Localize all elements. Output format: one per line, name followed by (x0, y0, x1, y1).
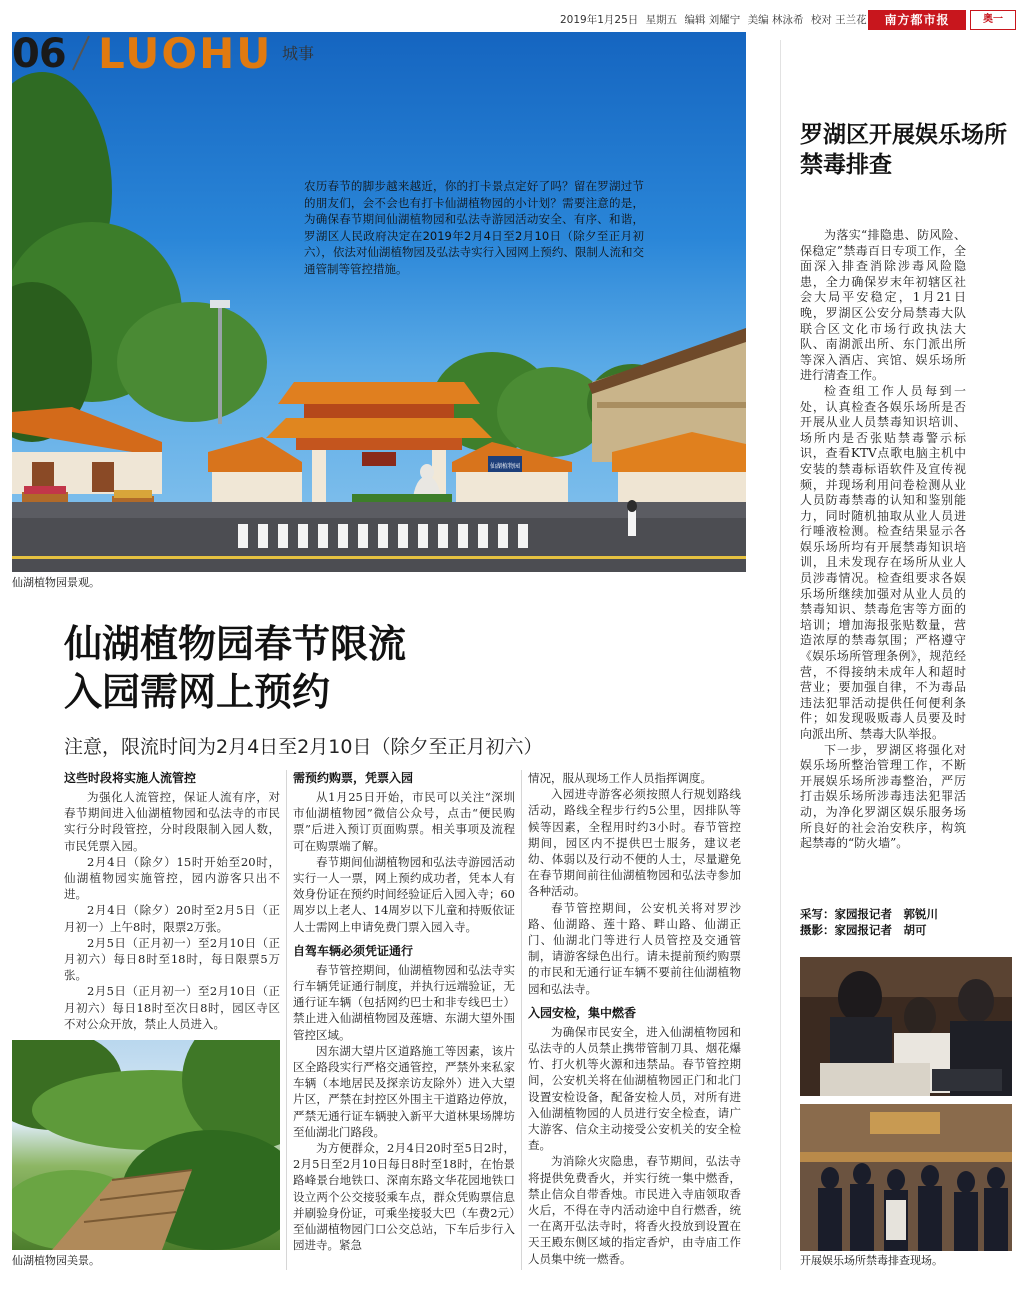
headline-line-1: 仙湖植物园春节限流 (64, 622, 407, 666)
section-heading: 入园安检，集中燃香 (528, 1005, 637, 1020)
article-paragraph: 春节期间仙湖植物园和弘法寺游园活动实行一人一票，网上预约成功者，凭本人有效身份证在预约时间经验证后入园入寺；60周岁以上老人、14周岁以下儿童和持贩依证人士需网上申请免费门票入园入寺。 (293, 854, 515, 934)
inspection-photo-2 (800, 1104, 1012, 1251)
hero-photo-illustration (12, 29, 746, 572)
inspection-photo-1-illustration (800, 957, 1012, 1096)
garden-photo-caption: 仙湖植物园美景。 (12, 1254, 100, 1267)
issue-weekday: 星期五 (645, 14, 678, 26)
section-subtitle: 城事 (282, 44, 315, 63)
article-column-2 (293, 770, 515, 1253)
issue-date: 2019年1月25日 (560, 14, 639, 26)
column-rule (286, 770, 287, 1270)
hero-photo (12, 29, 746, 572)
page-slash-divider (70, 34, 92, 72)
side-story-body (800, 228, 966, 852)
article-paragraph: 2月4日（除夕）15时开始至20时，仙湖植物园实施管控，园内游客只出不进。 (64, 854, 280, 902)
article-paragraph: 从1月25日开始，市民可以关注“深圳市仙湖植物园”微信公众号，点击“便民购票”后进入预订页面购票。相关事项及流程可在购票端了解。 (293, 790, 515, 853)
article-paragraph: 为确保市民安全，进入仙湖植物园和弘法寺的人员禁止携带管制刀具、烟花爆竹、打火机等火源和违禁品。春节管控期间，公安机关将在仙湖植物园正门和北门设置安检设备，配备安检人员，对所有进入仙湖植物园的人员进行安全检查，请广大游客、信众主动接受公安机关的安全检查。 (528, 1024, 741, 1153)
side-paragraph: 下一步，罗湖区将强化对娱乐场所整治管理工作，不断开展娱乐场所涉毒整治，严厉打击娱乐场所涉毒违法犯罪活动，为净化罗湖区娱乐服务场所良好的社会治安秩序，构筑起禁毒的“防火墙”。 (800, 742, 966, 851)
section-name: LUOHU (98, 29, 273, 78)
article-paragraph: 为方便群众，2月4日20时至5日2时，2月5日至2月10日每日8时至18时，在怡景路峰景台地铁口、深南东路文华花园地铁口设立两个公交接驳乘车点，群众凭购票信息并刷验身份证，可乘坐接驳大巴（车费2元）至仙湖植物园门口公交总站，下车后步行入园进寺。紧急 (293, 1141, 515, 1253)
garden-photo (12, 1040, 280, 1250)
side-column-rule (780, 40, 781, 1270)
article-paragraph: 2月4日（除夕）20时至2月5日（正月初一）上午8时，限票2万张。 (64, 903, 280, 934)
article-paragraph: 情况，服从现场工作人员指挥调度。 (528, 771, 712, 785)
section-heading: 这些时段将实施人流管控 (64, 771, 197, 785)
gate-sign (488, 456, 522, 472)
left-trees (12, 72, 267, 442)
article-paragraph: 春节管控期间，仙湖植物园和弘法寺实行车辆凭证通行制度，并执行远端验证，无通行证车辆（包括网约巴士和非专线巴士）禁止进入仙湖植物园及莲塘、东湖大望外围管控区域。 (293, 962, 515, 1042)
main-subhead: 注意，限流时间为2月4日至2月10日（除夕至正月初六） (64, 736, 543, 758)
garden-photo-illustration (12, 1040, 280, 1250)
editor-credit: 编辑 刘耀宁 (684, 14, 741, 26)
side-photo-caption: 开展娱乐场所禁毒排查现场。 (800, 1254, 943, 1267)
column-rule (521, 770, 522, 1270)
article-column-3 (528, 770, 741, 1267)
gate-sign-label: 仙湖植物园 (489, 463, 521, 470)
section-heading: 自驾车辆必须凭证通行 (293, 943, 414, 958)
inspection-photo-1 (800, 957, 1012, 1096)
left-pavilion (12, 407, 162, 494)
page-number: 06 (12, 31, 66, 77)
article-paragraph: 因东湖大望片区道路施工等因素，该片区全路段实行严格交通管控，严禁外来私家车辆（本地居民及探亲访友除外）进入大望片区，严禁在封控区外围主干道路边停放，严禁无通行证车辆驶入新平大道林果场牌坊至仙湖北门路段。 (293, 1043, 515, 1139)
main-headline (64, 620, 564, 716)
article-paragraph: 入园进寺游客必须按照人行规划路线活动，路线全程步行约5公里，因排队等候等因素，全程用时约3小时。春节管控期间，园区内不提供巴士服务，建议老幼、体弱以及行动不便的人士，尽量避免在春节期间前往仙湖植物园和弘法寺参加各种活动。 (528, 787, 741, 899)
masthead-info (560, 12, 866, 28)
article-paragraph: 为强化人流管控，保证人流有序，对春节期间进入仙湖植物园和弘法寺的市民实行分时段管控，分时段限制入园人数，市民凭票入园。 (64, 790, 280, 853)
byline-photographer: 摄影：家园报记者 胡可 (800, 923, 927, 937)
inspection-photo-2-illustration (800, 1104, 1012, 1251)
paper-logo: 南方都市报 (868, 10, 966, 30)
article-paragraph: 2月5日（正月初一）至2月10日（正月初六）每日18时至次日8时，园区寺区不对公众开放，禁止人员进入。 (64, 984, 280, 1031)
side-story-title: 罗湖区开展娱乐场所禁毒排查 (800, 122, 1007, 178)
road (12, 500, 746, 572)
hero-caption: 仙湖植物园景观。 (12, 576, 100, 589)
side-paragraph: 为落实“排隐患、防风险、保稳定”禁毒百日专项工作，全面深入排查消除涉毒风险隐患，全力确保岁末年初辖区社会大局平安稳定，1月21日晚，罗湖区公安分局禁毒大队联合区文化市场行政执法大队、南湖派出所、东门派出所等深入酒店、宾馆、娱乐场所进行清查工作。 (800, 228, 966, 383)
section-heading: 需预约购票，凭票入园 (293, 771, 414, 785)
headline-line-2: 入园需网上预约 (64, 670, 331, 714)
byline-reporter: 采写：家园报记者 郭锐川 (800, 907, 938, 921)
article-paragraph: 春节管控期间，公安机关将对罗沙路、仙湖路、莲十路、畔山路、仙湖正门、仙湖北门等进行人员管控及交通管制，请游客绿色出行。请未提前预约购票的市民和无通行证车辆不要前往仙湖植物园和弘法寺。 (528, 900, 741, 996)
hero-intro-text: 农历春节的脚步越来越近，你的打卡景点定好了吗？留在罗湖过节的朋友们，会不会也有打卡仙湖植物园的小计划？需要注意的是，为确保春节期间仙湖植物园和弘法寺游园活动安全、有序、和谐，罗湖区人民政府决定在2019年2月4日至2月10日（除夕至正月初六），依法对仙湖植物园及弘法寺实行入园网上预约、限制人流和交通管制等管控措施。 (304, 179, 644, 276)
proof-credit: 校对 王兰花 (810, 14, 867, 26)
article-paragraph: 2月5日（正月初一）至2月10日（正月初六）每日8时至18时，每日限票5万张。 (64, 935, 280, 983)
art-credit: 美编 林泳希 (747, 14, 804, 26)
article-column-1 (64, 770, 280, 1032)
app-logo: 奥一 (970, 10, 1016, 30)
side-paragraph: 检查组工作人员每到一处，认真检查各娱乐场所是否开展从业人员禁毒知识培训、场所内是否张贴禁毒警示标识，查看KTV点歌电脑主机中安装的禁毒标语软件及宣传视频，并现场利用问卷检测从业人员防毒禁毒的认知和鉴别能力，同时随机抽取从业人员进行唾液检测。检查结果显示各娱乐场所均有开展禁毒知识培训，且未发现存在场所从业人员涉毒情况。检查组要求各娱乐场所继续加强对从业人员的禁毒知识、禁毒危害等方面的培训；增加海报张贴数量，营造浓厚的禁毒氛围；严格遵守《娱乐场所管理条例》，规范经营，不得接纳未成年人和超时营业；要加强自律，不为毒品违法犯罪活动提供任何便利条件；如发现吸贩毒人员要及时向派出所、禁毒大队举报。 (800, 383, 966, 741)
article-paragraph: 为消除火灾隐患，春节期间，弘法寺将提供免费香火，并实行统一集中燃香，禁止信众自带香烛。市民进入寺庙领取香火后，不得在寺内活动途中自行燃香，统一在离开弘法寺时，将香火投放到设置在天王殿东侧区域的指定香炉，由寺庙工作人员集中统一燃香。 (528, 1154, 741, 1266)
